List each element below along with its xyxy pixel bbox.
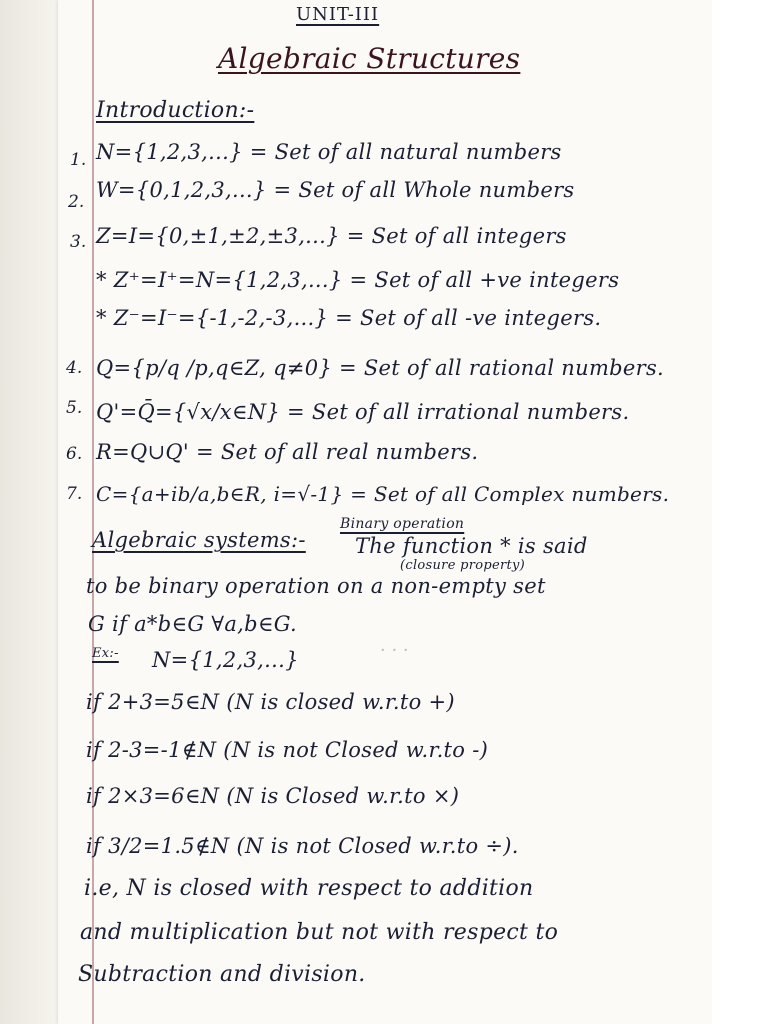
list-number: 5. bbox=[66, 398, 83, 418]
list-item: * Z⁺=I⁺=N={1,2,3,...} = Set of all +ve integers bbox=[96, 268, 620, 292]
list-number: 7. bbox=[66, 484, 83, 504]
list-number: 4. bbox=[66, 358, 83, 378]
example-line: if 3/2=1.5∉N (N is not Closed w.r.to ÷). bbox=[86, 834, 519, 858]
list-number: 1. bbox=[70, 150, 87, 170]
section-heading-introduction: Introduction:- bbox=[96, 98, 255, 123]
margin-rule-line bbox=[92, 0, 94, 1024]
conclusion-line: i.e, N is closed with respect to addition bbox=[84, 876, 534, 901]
definition-line: to be binary operation on a non-empty set bbox=[86, 574, 546, 598]
definition-line: G if a*b∈G ∀a,b∈G. bbox=[88, 612, 298, 636]
example-line: if 2+3=5∈N (N is closed w.r.to +) bbox=[86, 690, 455, 714]
example-set: N={1,2,3,...} bbox=[152, 648, 299, 672]
list-item: Q'=Q̄={√x/x∈N} = Set of all irrational numbers. bbox=[96, 400, 630, 424]
list-number: 3. bbox=[70, 232, 87, 252]
list-item: R=Q∪Q' = Set of all real numbers. bbox=[96, 440, 479, 464]
list-item: W={0,1,2,3,...} = Set of all Whole numbers bbox=[96, 178, 575, 202]
annotation-closure-property: (closure property) bbox=[400, 558, 526, 573]
page-edge-shadow bbox=[0, 0, 58, 1024]
example-line: if 2×3=6∈N (N is Closed w.r.to ×) bbox=[86, 784, 460, 808]
page-right-margin bbox=[712, 0, 768, 1024]
list-item: C={a+ib/a,b∈R, i=√-1} = Set of all Complex numbers. bbox=[96, 482, 670, 506]
definition-line: The function * is said bbox=[355, 534, 588, 558]
bleed-through-text: · · · bbox=[380, 640, 409, 661]
unit-heading: UNIT-III bbox=[296, 4, 380, 25]
list-item: * Z⁻=I⁻={-1,-2,-3,...} = Set of all -ve integers. bbox=[96, 306, 602, 330]
example-line: if 2-3=-1∉N (N is not Closed w.r.to -) bbox=[86, 738, 489, 762]
annotation-binary-operation: Binary operation bbox=[340, 516, 465, 532]
conclusion-line: and multiplication but not with respect to bbox=[80, 920, 559, 945]
page-title: Algebraic Structures bbox=[218, 42, 521, 75]
list-item: N={1,2,3,...} = Set of all natural numbers bbox=[96, 140, 562, 164]
list-item: Q={p/q /p,q∈Z, q≠0} = Set of all rational numbers. bbox=[96, 356, 665, 380]
list-item: Z=I={0,±1,±2,±3,...} = Set of all integers bbox=[96, 224, 567, 248]
list-number: 6. bbox=[66, 444, 83, 464]
list-number: 2. bbox=[68, 192, 85, 212]
example-label: Ex:- bbox=[92, 646, 119, 661]
section-heading-algebraic-systems: Algebraic systems:- bbox=[92, 528, 306, 552]
conclusion-line: Subtraction and division. bbox=[78, 962, 366, 987]
